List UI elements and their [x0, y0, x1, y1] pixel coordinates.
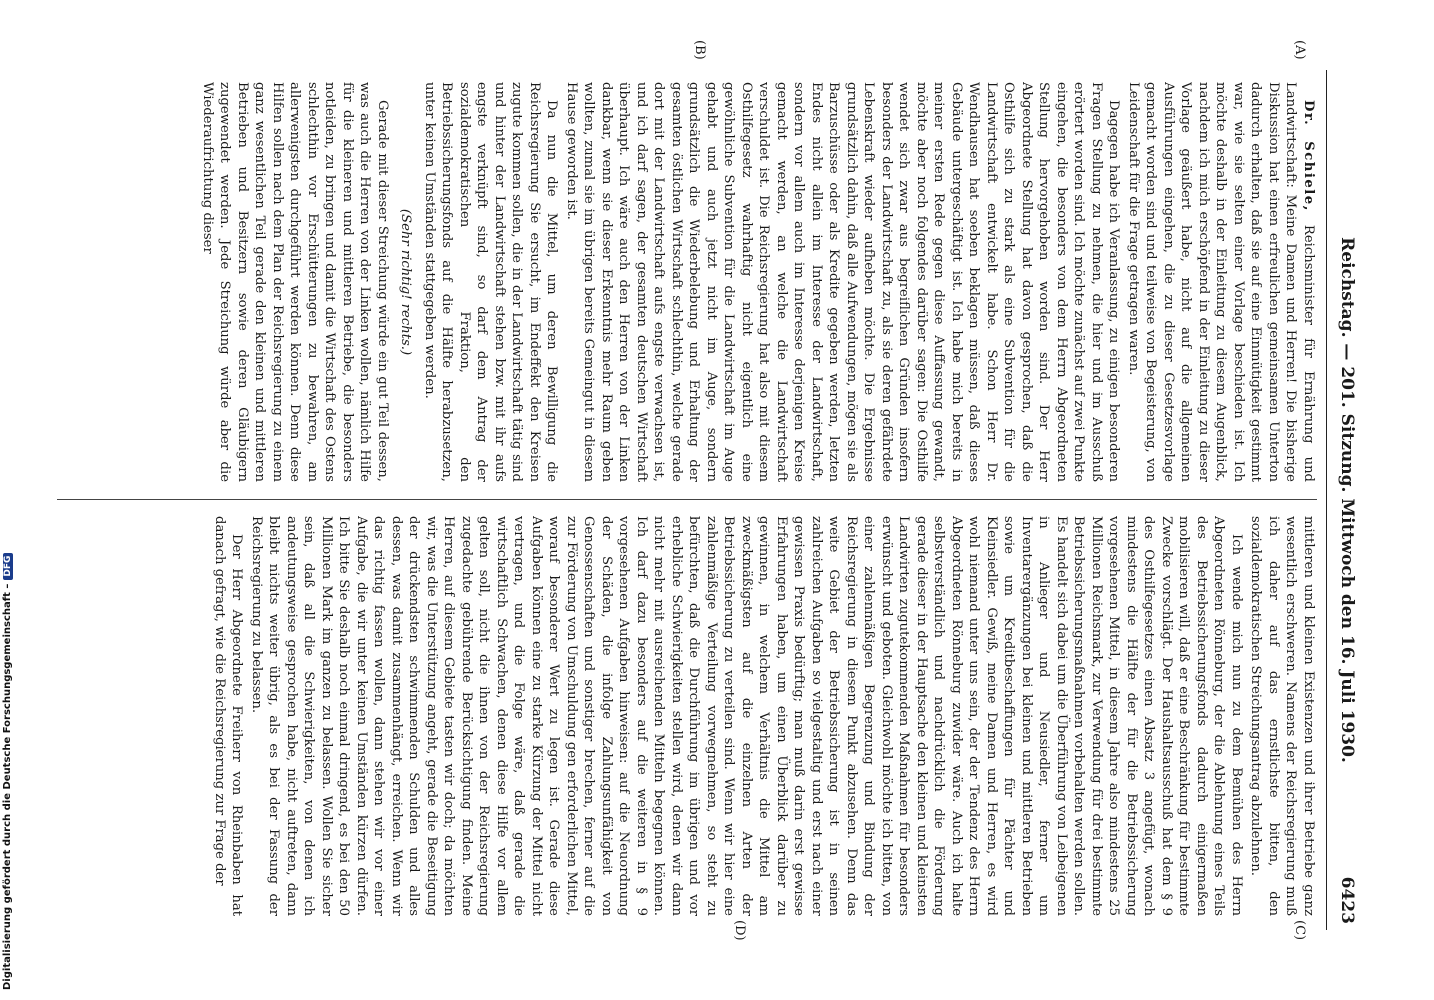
running-title: Reichstag. — 201. Sitzung. Mittwoch den 16. Juli 1930.: [1337, 237, 1357, 763]
column-divider: [57, 499, 1317, 500]
interjection: (Sehr richtig! rechts.): [398, 208, 414, 356]
paragraph: Gerade mit dieser Streichung würde ein gut Teil dessen, was auch die Herren von der Linken wollen, nämlich Hilfe für die kleineren und mittleren Betriebe, die besonders notleiden, zu bringen und damit die Wirtschaft des Ostens schlechthin vor Erschütterungen zu bewahren, am allerwenigsten durchgeführt werden können. Denn diese Hilfen sollen nach dem Plan der Reichsregierung zu einem ganz wesentlichen Teil gerade den kleinen und mittleren Betrieben und Besitzern sowie deren Gläubigern zugewendet werden. Jede Streichung würde aber die Wiederaufrichtung dieser: [200, 82, 390, 482]
scanned-page: [47, 40, 1367, 941]
paragraph: Der Herr Abgeordnete Freiherr von Rheinbaben hat danach gefragt, wie die Reichsregierung zur Frage der: [212, 516, 245, 916]
margin-marker-b: (B): [692, 40, 707, 60]
digitization-credit: [2, 555, 24, 990]
speaker-name: Dr. Schiele,: [1301, 100, 1316, 212]
paragraph: Ich wende mich nun zu dem Bemühen des Herrn Abgeordneten Rönneburg, der die Ablehnung eines Teils des Betriebssicherungsfonds dadurch einigermaßen mobilisieren will, daß er eine Beschränkung für bestimmte Zwecke vorschlägt. Der Haushaltsausschuß hat dem § 9 des Osthilfegesetzes einen Absatz 3 angefügt, wonach mindestens die Hälfte der für die Betriebssicherung vorgesehenen Mittel, in diesem Jahre also mindestens 25 Millionen Reichsmark, zur Verwendung für drei bestimmte Betriebssicherungsmaßnahmen vorbehalten werden sollen. Es handelt sich dabei um die Überführung von Leibeigenen in Anlieger und Neusiedler, ferner um Inventarergänzungen bei kleinen und mittleren Betrieben sowie um Kreditbeschaffungen für Pächter und Kleinsiedler. Gewiß, meine Damen und Herren, es wird wohl niemand unter uns sein, der der Tendenz des Herrn Abgeordneten Rönneburg zuwider wäre. Auch ich halte selbstverständlich und nachdrücklich die Förderung gerade dieser in der Hauptsache den kleinen und kleinsten Landwirten zugutekommenden Maßnahmen für besonders erwünscht und geboten. Gleichwohl möchte ich bitten, von einer zahlenmäßigen Begrenzung und Bindung der Reichsregierung in diesem Punkt abzusehen. Denn das weite Gebiet der Betriebssicherung ist in seinen zahlreichen Aufgaben so vielgestaltig und erst nach einer gewissen Praxis bedürftig; man muß darin erst gewisse Erfahrungen haben, um einen Überblick darüber zu gewinnen, in welchem Verhältnis die Mittel am zweckmäßigsten auf die einzelnen Arten der Betriebssicherung zu verteilen sind. Wenn wir hier eine zahlenmäßige Verteilung vorwegnehmen, so steht zu befürchten, daß die Durchführung im übrigen und vor erhebliche Schwierigkeiten stellen wird, denen wir dann nicht mehr mit ausreichenden Mitteln begegnen können. Ich darf dazu besonders auf die weiteren in § 9 vorgesehenen Aufgaben hinweisen: auf die Neuordnung der Schäden, die infolge Zahlungsunfähigkeit von Genossenschaften und sonstiger brechen, ferner auf die zur Förderung von Umschuldung gen erforderlichen Mittel, worauf besonderer Wert zu legen ist. Gerade diese Aufgaben können eine zu starke Kürzung der Mittel nicht vertragen, und die Folge wäre, daß gerade die wirtschaftlich Schwachen, denen diese Hilfe vor allem gelten soll, nicht die ihnen von der Reichsregierung zugedachte gebührende Berücksichtigung finden. Meine Herren, auf diesem Gebiete tasten wir doch; da möchten wir, was die Unterstützung angeht, gerade die Beseitigung der drückendsten schwimmenden Schulden und alles dessen, was damit zusammenhängt, erreichen. Wenn wir das richtig fassen wollen, dann stehen wir vor einer Aufgabe, die wir unter keinen Umständen kürzen dürfen. Ich bitte Sie deshalb noch einmal dringend, es bei den 50 Millionen Mark im ganzen zu belassen. Wollen Sie sicher sein, daß all die Schwierigkeiten, von denen ich andeutungsweise gesprochen habe, nicht auftreten, dann bleibt nichts weiter übrig, als es bei der Fassung der Reichsregierung zu belassen.: [249, 516, 1244, 916]
page-header: [1326, 70, 1367, 930]
margin-marker-c: (C): [1292, 920, 1307, 941]
paragraph: Da nun die Mittel, um deren Bewilligung die Reichsregierung Sie ersucht, im Endeffekt den Kreisen zugute kommen sollen, die in der Landwirtschaft tätig sind und hinter der Landwirtschaft stehen bzw. mit ihr aufs engste verknüpft sind, so darf dem Antrag der sozialdemokratischen Fraktion, den Betriebssicherungsfonds auf die Hälfte herabzusetzen, unter keinen Umständen stattgegeben werden.: [422, 82, 560, 482]
margin-marker-d: (D): [732, 920, 747, 941]
right-column: [55, 516, 1317, 916]
page-number: 6423: [1337, 876, 1357, 924]
margin-marker-a: (A): [1292, 40, 1307, 60]
paragraph: mittleren und kleinen Existenzen und ihrer Betriebe ganz wesentlich erschweren. Namens der Reichsregierung muß ich daher auf das ernstlichste bitten, den sozialdemokratischen Streichungsantrag abzulehnen.: [1248, 516, 1316, 916]
credit-text: Digitalisierung gefördert durch die Deutsche Forschungsgemeinschaft –: [2, 583, 13, 990]
paragraph: Dagegen habe ich Veranlassung, zu einigen besonderen Fragen Stellung zu nehmen, die hier und im Ausschuß erörtert worden sind. Ich möchte zunächst auf zwei Punkte eingehen, die besonders von dem Herrn Abgeordneten Stellung hervorgehoben worden sind. Der Herr Abgeordnete Stellung hat davon gesprochen, daß die Osthilfe sich zu stark als eine Subvention für die Landwirtschaft entwickelt habe. Schon Herr Dr. Wendhausen hat soeben beklagen müssen, daß dieses Gebäude untergeschäftigt ist. Ich habe mich bereits in meiner ersten Rede gegen diese Auffassung gewandt, möchte aber noch folgendes darüber sagen: Die Osthilfe wendet sich zwar aus begreiflichen Gründen insofern besonders der Landwirtschaft zu, als sie deren gefährdete Lebenskraft wieder aufheben möchte. Die Ergebnisse grundsätzlich dahin, daß alle Aufwendungen, mögen sie als Barzuschüsse oder als Kredite gegeben werden, letzten Endes nicht allein im Interesse der Landwirtschaft, sondern vor allem auch im Interesse derjenigen Kreise gemacht werden, an welche die Landwirtschaft verschuldet ist. Die Reichsregierung hat also mit diesem Osthilfegesetz wahrhaftig nicht eigentlich eine gewöhnliche Subvention für die Landwirtschaft im Auge gehabt und auch jetzt nicht im Auge, sondern grundsätzlich die Wiederbelebung und Erhaltung der gesamten östlichen Wirtschaft schlechthin, welche gerade dort mit der Landwirtschaft aufs engste verwachsen ist, und ich darf sagen, der gesamten deutschen Wirtschaft überhaupt. Ich wäre auch den Herren von der Linken dankbar, wenn sie dieser Erkenntnis mehr Raum geben wollten, zumal sie im übrigen bereits Gemeingut in diesem Hause geworden ist.: [564, 82, 1122, 482]
dfg-logo: DFG: [3, 553, 13, 580]
paragraph: Reichsminister für Ernährung und Landwirtschaft: Meine Damen und Herren! Die bisherige Diskussion hat einen erfreulichen gemeinsamen Unterton dadurch erhalten, daß sie auf eine Einmütigkeit gestimmt war, wie sie selten einer Vorlage beschieden ist. Ich möchte deshalb in der Einleitung zu diesem Augenblick, nachdem ich mich erschöpfend in der Einleitung zu dieser Vorlage geäußert habe, nicht auf die allgemeinen Ausführungen eingehen, die zu dieser Gesetzesvorlage gemacht worden sind und teilweise von Begeisterung, von Leidenschaft für die Frage getragen waren.: [1126, 82, 1316, 482]
left-column: [55, 82, 1317, 482]
